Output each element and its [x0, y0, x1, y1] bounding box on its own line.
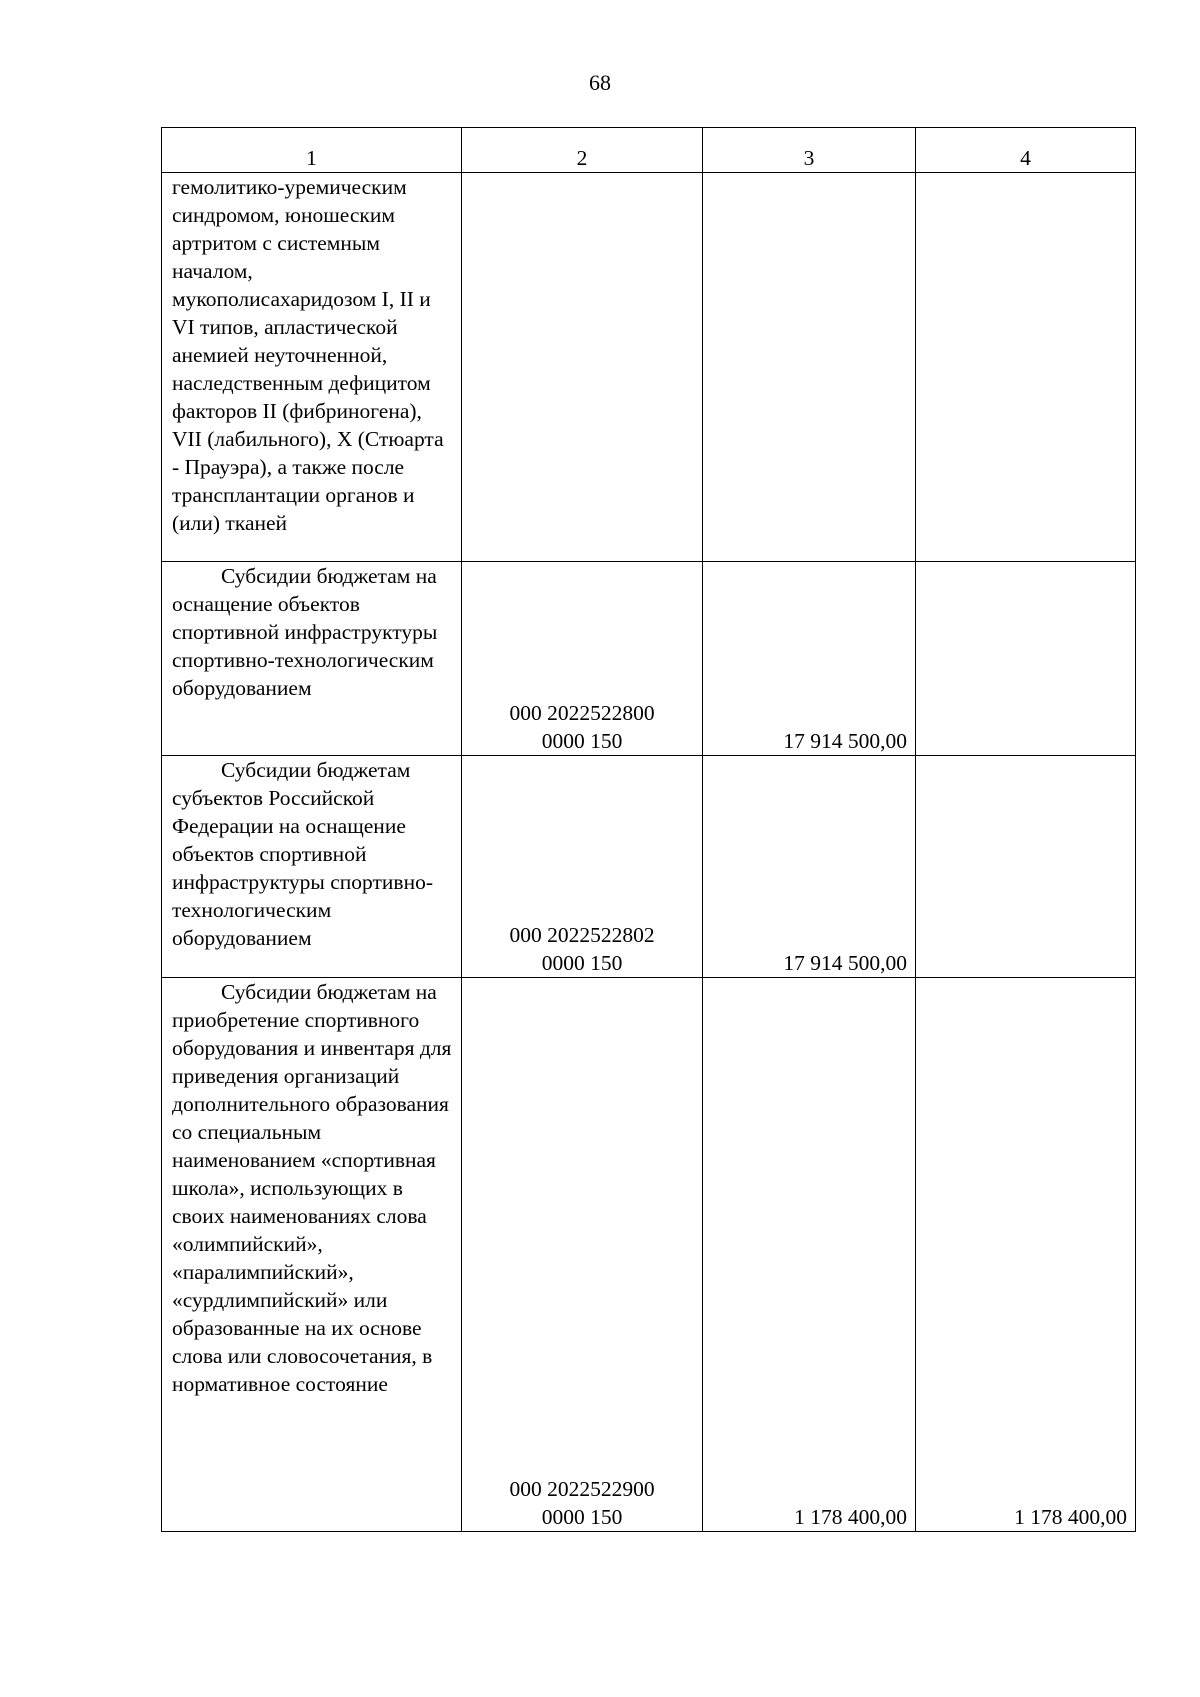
- row-col3-value: 17 914 500,00: [783, 729, 907, 753]
- page-number: 68: [589, 70, 611, 95]
- column-header-2: 2: [462, 128, 703, 173]
- row-col4-cell: [916, 978, 1136, 1532]
- row-col3-cell: [703, 756, 916, 978]
- row-name-cell: [162, 978, 462, 1532]
- row-name-cell: [162, 173, 462, 562]
- row-name: Субсидии бюджетам на приобретение спортивного оборудования и инвентаря для приведения организаций дополнительного образования со специальным наименованием «спортивная школа», использующих в своих наименованиях слова «олимпийский», «паралимпийский», «сурдлимпийский» или образованные на их основе слова или словосочетания, в нормативное состояние: [172, 980, 452, 1396]
- row-col3-cell: [703, 173, 916, 562]
- row-col3-value: 1 178 400,00: [794, 1505, 907, 1529]
- table-header-row: [162, 128, 1136, 173]
- budget-table: [161, 127, 1136, 1532]
- table-row: [162, 173, 1136, 562]
- row-name-cell: [162, 562, 462, 756]
- table-row: [162, 562, 1136, 756]
- row-name: Субсидии бюджетам субъектов Российской Федерации на оснащение объектов спортивной инфраструктуры спортивно-технологическим оборудованием: [172, 758, 433, 950]
- row-code: 000 2022522900 0000 150: [509, 1477, 655, 1529]
- row-code-cell: [462, 562, 703, 756]
- row-col4-cell: [916, 756, 1136, 978]
- column-header-1: 1: [162, 128, 462, 173]
- row-name-cell: [162, 756, 462, 978]
- column-header-3: 3: [703, 128, 916, 173]
- table-row: [162, 978, 1136, 1532]
- row-col4-cell: [916, 562, 1136, 756]
- row-col3-value: 17 914 500,00: [783, 951, 907, 975]
- row-name: Субсидии бюджетам на оснащение объектов спортивной инфраструктуры спортивно-технологическим оборудованием: [172, 564, 438, 700]
- row-code: 000 2022522800 0000 150: [509, 701, 655, 753]
- row-code-cell: [462, 173, 703, 562]
- column-header-4: 4: [916, 128, 1136, 173]
- row-col3-cell: [703, 978, 916, 1532]
- row-col4-value: 1 178 400,00: [1014, 1505, 1127, 1529]
- row-col3-cell: [703, 562, 916, 756]
- row-code-cell: [462, 978, 703, 1532]
- row-code: 000 2022522802 0000 150: [509, 923, 655, 975]
- row-code-cell: [462, 756, 703, 978]
- row-col4-cell: [916, 173, 1136, 562]
- row-name: гемолитико-уремическим синдромом, юношеским артритом с системным началом, мукополисахаридозом I, II и VI типов, апластической анемией неуточненной, наследственным дефицитом факторов II (фибриногена), VII (лабильного), X (Стюарта - Прауэра), а также после трансплантации органов и (или) тканей: [172, 175, 444, 535]
- table-row: [162, 756, 1136, 978]
